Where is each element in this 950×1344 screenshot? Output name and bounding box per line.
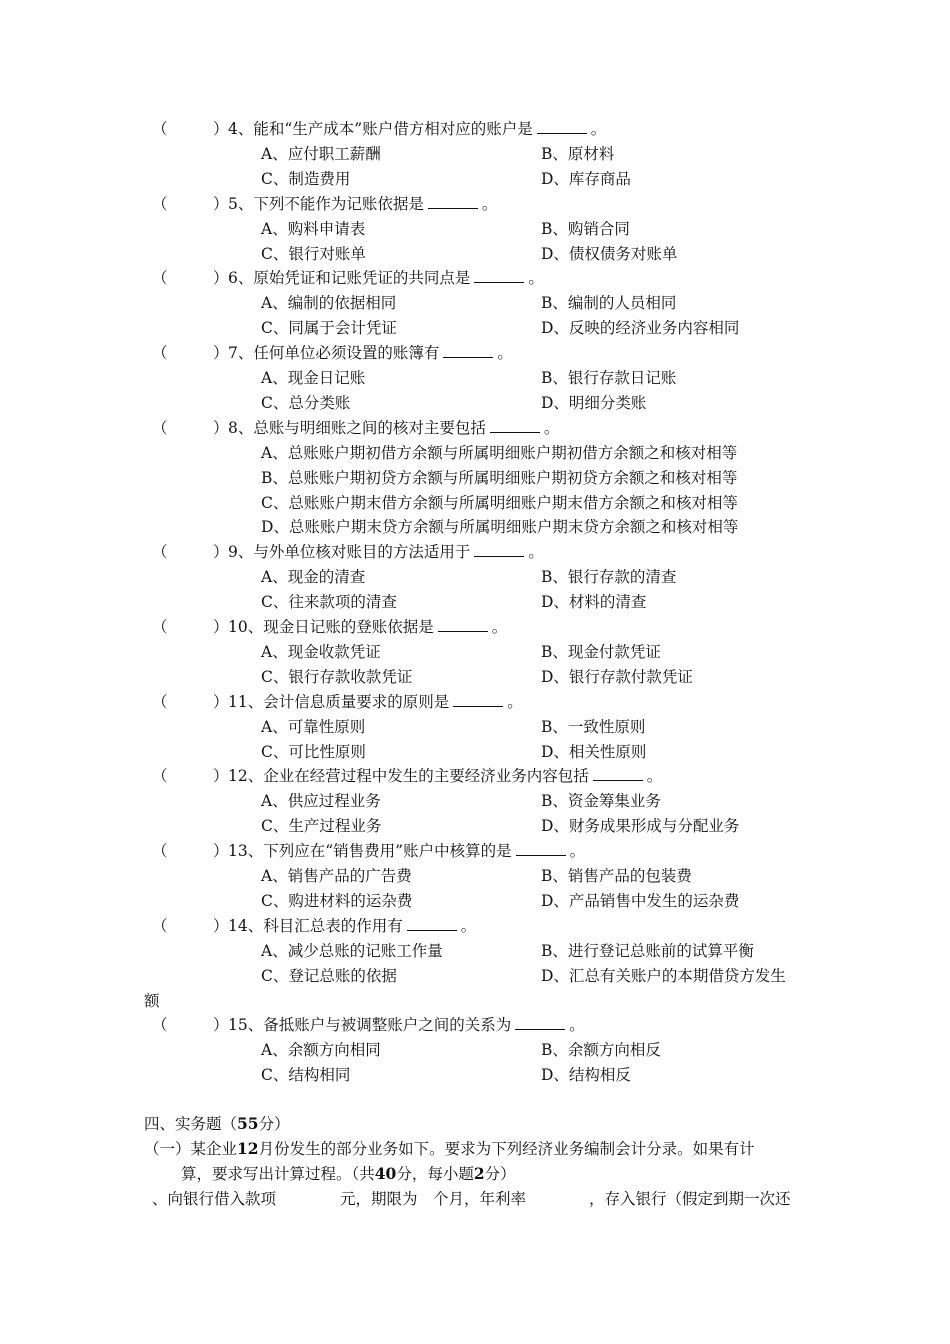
option-item: B、一致性原则 bbox=[541, 717, 646, 736]
answer-blank[interactable] bbox=[453, 692, 503, 707]
sub-text: （一）某企业 bbox=[144, 1140, 238, 1158]
option-item: A、销售产品的广告费 bbox=[261, 867, 412, 885]
question-number: 6 bbox=[228, 269, 238, 288]
question-tail: 。 bbox=[569, 1016, 585, 1035]
answer-blank[interactable] bbox=[593, 766, 643, 781]
question-tail: 。 bbox=[646, 767, 663, 786]
answer-paren-open: （ bbox=[152, 767, 168, 786]
option-item: B、销售产品的包装费 bbox=[541, 867, 692, 885]
question-tail: 。 bbox=[543, 418, 560, 437]
sub-each: 2 bbox=[473, 1164, 485, 1183]
option-item: A、编制的依据相同 bbox=[261, 294, 397, 313]
question-number: 13 bbox=[228, 842, 248, 861]
answer-paren-open: （ bbox=[152, 618, 168, 636]
question-number: 8 bbox=[228, 418, 238, 437]
answer-paren-close: ） bbox=[213, 692, 229, 711]
answer-blank[interactable] bbox=[443, 343, 493, 358]
question-tail: 。 bbox=[528, 543, 544, 562]
option-item: D、银行存款付款凭证 bbox=[541, 667, 693, 686]
section-title-pre: 四、实务题（ bbox=[144, 1115, 238, 1133]
option-item: D、材料的清查 bbox=[541, 593, 647, 612]
question-stem bbox=[228, 692, 523, 712]
answer-paren-close: ） bbox=[213, 194, 229, 213]
option-item: B、购销合同 bbox=[541, 219, 630, 238]
question-number: 4 bbox=[228, 120, 238, 138]
question-stem bbox=[228, 119, 606, 139]
question-tail: 。 bbox=[590, 120, 607, 138]
question-tail: 。 bbox=[481, 194, 498, 213]
question-number: 9 bbox=[228, 543, 238, 562]
sub-text: 算，要求写出计算过程。（共 bbox=[181, 1165, 375, 1183]
answer-paren-open: （ bbox=[152, 543, 168, 562]
answer-paren-open: （ bbox=[152, 842, 168, 861]
option-item: A、现金收款凭证 bbox=[261, 642, 381, 661]
option-item: A、减少总账的记账工作量 bbox=[261, 941, 443, 960]
answer-paren-close: ） bbox=[213, 916, 229, 935]
question-number: 5 bbox=[228, 194, 238, 213]
sub-month: 12 bbox=[237, 1139, 259, 1158]
option-item: A、应付职工薪酬 bbox=[261, 144, 381, 163]
option-item: C、登记总账的依据 bbox=[261, 966, 397, 985]
answer-paren-open: （ bbox=[152, 269, 168, 288]
question-tail: 。 bbox=[460, 916, 477, 935]
question-text: 、任何单位必须设置的账簿有 bbox=[237, 344, 440, 363]
question-number: 10 bbox=[228, 618, 248, 636]
question-tail: 。 bbox=[528, 269, 544, 288]
sub-text: 分） bbox=[484, 1165, 516, 1183]
option-item: D、债权债务对账单 bbox=[541, 244, 678, 263]
answer-paren-close: ） bbox=[213, 543, 229, 562]
answer-blank[interactable] bbox=[428, 194, 478, 209]
answer-paren-close: ） bbox=[213, 269, 229, 288]
answer-paren-open: （ bbox=[152, 916, 168, 935]
question-text: 、下列不能作为记账依据是 bbox=[237, 194, 424, 213]
question-text: 、下列应在“销售费用”账户中核算的是 bbox=[247, 842, 512, 861]
question-text: 、原始凭证和记账凭证的共同点是 bbox=[237, 269, 471, 288]
option-item: D、汇总有关账户的本期借贷方发生 bbox=[541, 966, 786, 985]
answer-blank[interactable] bbox=[515, 1015, 565, 1030]
option-item: B、现金付款凭证 bbox=[541, 642, 661, 661]
option-item: B、原材料 bbox=[541, 144, 615, 163]
option-item: B、余额方向相反 bbox=[541, 1041, 661, 1060]
option-item: D、相关性原则 bbox=[541, 742, 647, 761]
answer-blank[interactable] bbox=[516, 841, 566, 856]
option-item: D、财务成果形成与分配业务 bbox=[541, 817, 740, 836]
subsection-instruction bbox=[144, 1139, 755, 1159]
item-text: 个月，年利率 bbox=[433, 1190, 527, 1208]
question-stem bbox=[228, 268, 544, 288]
question-stem bbox=[228, 194, 497, 214]
section-title bbox=[144, 1114, 290, 1134]
question-stem bbox=[228, 418, 559, 438]
question-stem bbox=[228, 1015, 585, 1035]
option-item: A、现金日记账 bbox=[261, 369, 366, 387]
option-item: C、银行对账单 bbox=[261, 244, 366, 263]
question-text: 、能和“生产成本”账户借方相对应的账户是 bbox=[237, 120, 533, 138]
option-item: A、购料申请表 bbox=[261, 219, 366, 238]
option-item: D、库存商品 bbox=[541, 169, 631, 188]
answer-blank[interactable] bbox=[407, 916, 457, 931]
question-text: 、与外单位核对账目的方法适用于 bbox=[237, 543, 471, 562]
question-stem bbox=[228, 916, 476, 936]
question-number: 11 bbox=[228, 692, 248, 711]
option-item: C、购进材料的运杂费 bbox=[261, 891, 413, 910]
question-text: 、现金日记账的登账依据是 bbox=[247, 618, 434, 636]
question-text: 、备抵账户与被调整账户之间的关系为 bbox=[247, 1016, 512, 1035]
question-text: 、会计信息质量要求的原则是 bbox=[247, 692, 450, 711]
option-overflow-text: 额 bbox=[144, 991, 160, 1010]
question-stem bbox=[228, 542, 544, 562]
answer-paren-open: （ bbox=[152, 1016, 168, 1035]
question-number: 15 bbox=[228, 1016, 248, 1035]
option-item: A、余额方向相同 bbox=[261, 1041, 381, 1060]
option-item: C、结构相同 bbox=[261, 1066, 351, 1085]
answer-paren-close: ） bbox=[213, 1016, 229, 1035]
option-item: B、资金筹集业务 bbox=[541, 792, 661, 811]
item-text: 、向银行借入款项 bbox=[152, 1190, 277, 1208]
answer-blank[interactable] bbox=[474, 268, 524, 283]
question-tail: 。 bbox=[507, 692, 523, 711]
section-title-post: 分） bbox=[258, 1115, 290, 1133]
question-stem bbox=[228, 841, 585, 861]
sub-text: 月份发生的部分业务如下。要求为下列经济业务编制会计分录。如果有计 bbox=[258, 1140, 755, 1158]
answer-paren-close: ） bbox=[213, 120, 229, 138]
subsection-instruction-cont bbox=[181, 1164, 516, 1184]
answer-blank[interactable] bbox=[438, 617, 488, 632]
question-stem bbox=[228, 766, 662, 786]
item-text: ，存入银行（假定到期一次还 bbox=[589, 1190, 791, 1208]
question-number: 7 bbox=[228, 344, 238, 363]
option-item: A、总账账户期初借方余额与所属明细账户期初借方余额之和核对相等 bbox=[261, 443, 738, 462]
answer-blank[interactable] bbox=[537, 119, 587, 134]
answer-paren-open: （ bbox=[152, 418, 168, 437]
answer-blank[interactable] bbox=[490, 418, 540, 433]
item-text: 元，期限为 bbox=[340, 1190, 418, 1208]
answer-paren-close: ） bbox=[213, 767, 229, 786]
answer-blank[interactable] bbox=[474, 542, 524, 557]
question-tail: 。 bbox=[497, 344, 513, 363]
option-item: D、反映的经济业务内容相同 bbox=[541, 319, 740, 338]
answer-paren-open: （ bbox=[152, 692, 168, 711]
option-item: C、总账账户期末借方余额与所属明细账户期末借方余额之和核对相等 bbox=[261, 493, 738, 512]
answer-paren-close: ） bbox=[213, 842, 229, 861]
question-text: 、科目汇总表的作用有 bbox=[247, 916, 403, 935]
option-item: B、银行存款日记账 bbox=[541, 369, 677, 387]
answer-paren-close: ） bbox=[213, 618, 229, 636]
option-item: B、进行登记总账前的试算平衡 bbox=[541, 941, 754, 960]
sub-text: 分，每小题 bbox=[396, 1165, 474, 1183]
answer-paren-open: （ bbox=[152, 194, 168, 213]
option-item: B、银行存款的清查 bbox=[541, 568, 677, 587]
option-item: D、结构相反 bbox=[541, 1066, 631, 1085]
answer-paren-open: （ bbox=[152, 120, 168, 138]
option-item: A、现金的清查 bbox=[261, 568, 366, 587]
option-item: B、编制的人员相同 bbox=[541, 294, 677, 313]
option-item: C、生产过程业务 bbox=[261, 817, 382, 836]
answer-paren-open: （ bbox=[152, 344, 168, 363]
option-item: B、总账账户期初贷方余额与所属明细账户期初贷方余额之和核对相等 bbox=[261, 468, 738, 487]
option-item: C、往来款项的清查 bbox=[261, 593, 397, 612]
question-stem bbox=[228, 617, 507, 637]
question-tail: 。 bbox=[491, 618, 508, 636]
option-item: C、制造费用 bbox=[261, 169, 351, 188]
section-score: 55 bbox=[237, 1114, 259, 1133]
question-text: 、企业在经营过程中发生的主要经济业务内容包括 bbox=[247, 767, 589, 786]
option-item: C、银行存款收款凭证 bbox=[261, 667, 413, 686]
answer-paren-close: ） bbox=[213, 418, 229, 437]
option-item: C、可比性原则 bbox=[261, 742, 366, 761]
option-item: D、总账账户期末贷方余额与所属明细账户期末贷方余额之和核对相等 bbox=[261, 518, 739, 537]
option-item: D、明细分类账 bbox=[541, 393, 647, 412]
question-text: 、总账与明细账之间的核对主要包括 bbox=[237, 418, 486, 437]
option-item: A、供应过程业务 bbox=[261, 792, 381, 811]
option-item: C、同属于会计凭证 bbox=[261, 319, 397, 338]
answer-paren-close: ） bbox=[213, 344, 229, 363]
question-number: 14 bbox=[228, 916, 248, 935]
option-item: C、总分类账 bbox=[261, 393, 351, 412]
sub-total: 40 bbox=[374, 1164, 397, 1183]
option-item: A、可靠性原则 bbox=[261, 717, 366, 736]
question-stem bbox=[228, 343, 513, 363]
question-number: 12 bbox=[228, 767, 248, 786]
option-item: D、产品销售中发生的运杂费 bbox=[541, 891, 740, 910]
question-tail: 。 bbox=[569, 842, 586, 861]
